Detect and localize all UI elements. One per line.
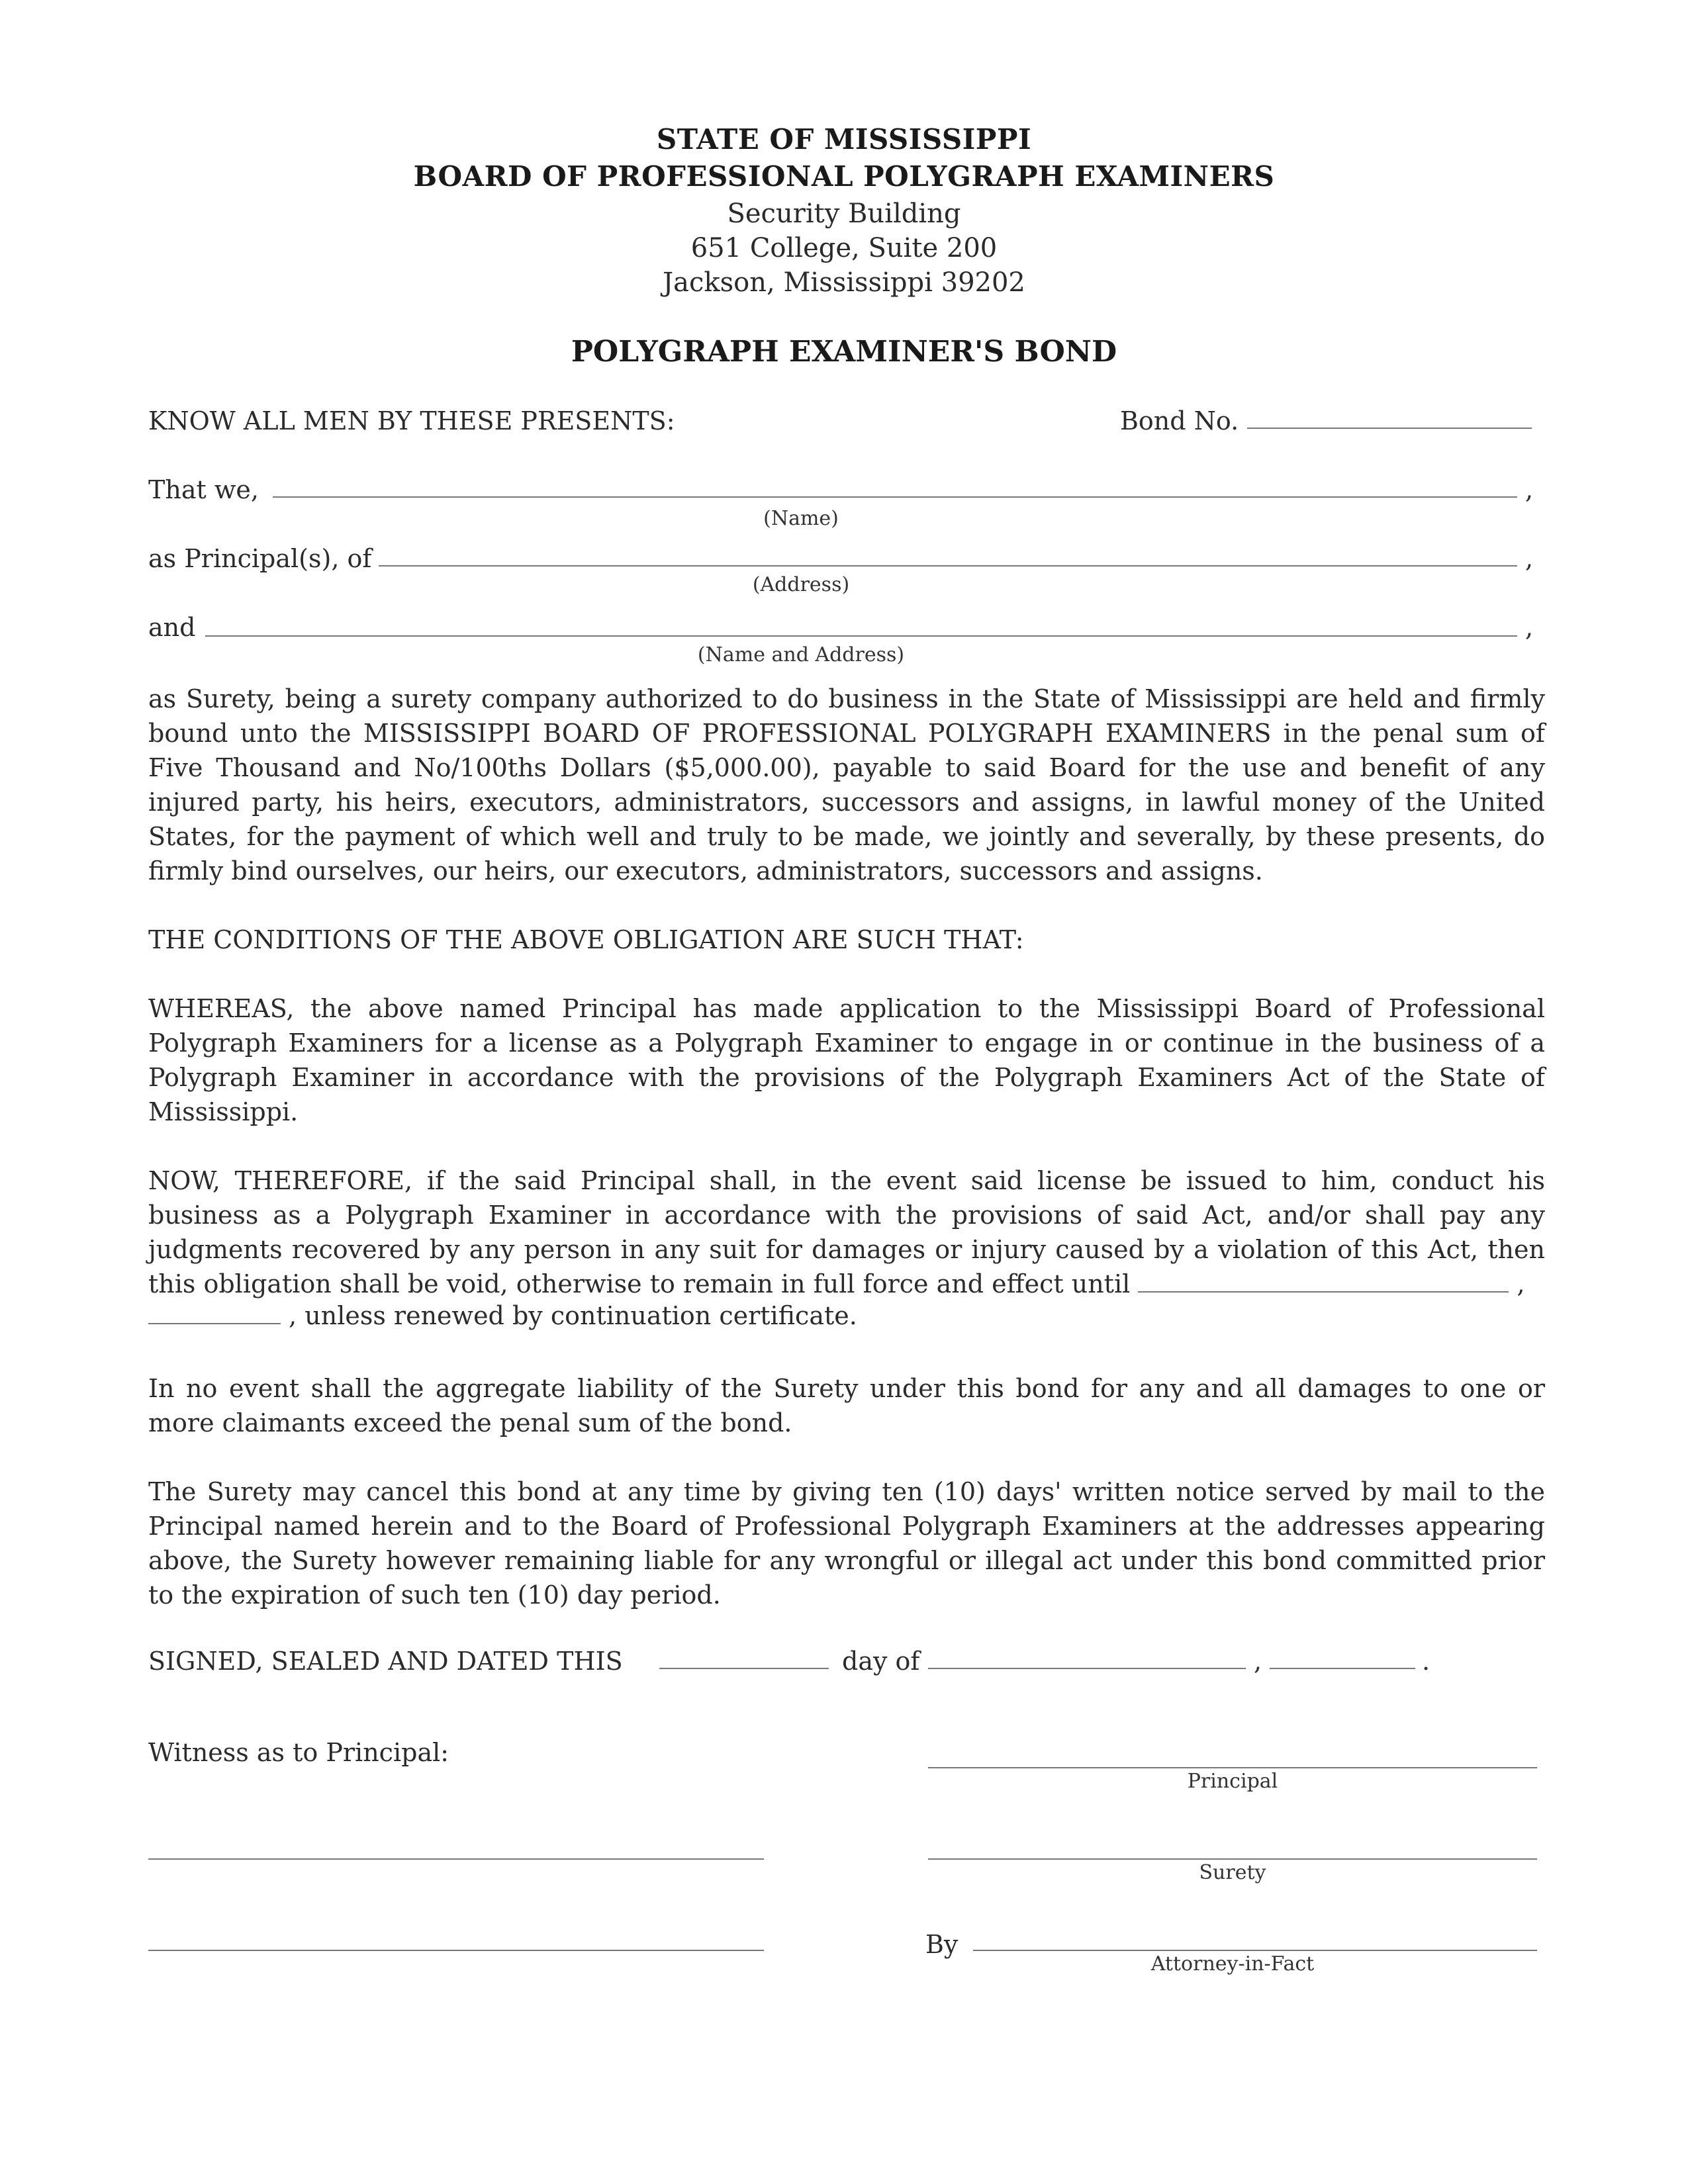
by-label: By [925,1930,959,1959]
address-line-1: Security Building [727,199,961,229]
attorney-caption: Attorney-in-Fact [1150,1952,1315,1976]
aggregate-liability-paragraph: In no event shall the aggregate liability of the Surety under this bond for any and all damages to one or more claimants exceed the penal sum of the bond. [148,1374,1545,1437]
conditions-heading: THE CONDITIONS OF THE ABOVE OBLIGATION ARE SUCH THAT: [148,925,1024,954]
cancellation-paragraph: The Surety may cancel this bond at any time by giving ten (10) days' written notice served by mail to the Principal named herein and to the Board of Professional Polygraph Examiners at the addresses appearing above, the Surety however remaining liable for any wrongful or illegal act under this bond committed prior to the expiration of such ten (10) day period. [148,1477,1545,1610]
comma: , [1525,475,1534,504]
address-line-2: 651 College, Suite 200 [690,233,998,263]
document-title: POLYGRAPH EXAMINER'S BOND [571,335,1117,369]
board-heading: BOARD OF PROFESSIONAL POLYGRAPH EXAMINERS [413,160,1275,193]
signed-month-field[interactable] [928,1668,1246,1669]
principal-address-field[interactable] [379,565,1517,567]
signed-year-field[interactable] [1270,1668,1415,1669]
state-heading: STATE OF MISSISSIPPI [656,123,1032,156]
effective-until-date-field[interactable] [1138,1291,1509,1293]
effective-until-year-field[interactable] [148,1323,281,1324]
that-we-label: That we, [148,475,259,504]
now-therefore-paragraph [148,1163,1545,1301]
witness-label: Witness as to Principal: [148,1738,449,1767]
now-therefore-text: NOW, THEREFORE, if the said Principal shall, in the event said license be issued to him, conduct his business as a Polygraph Examiner in accordance with the provisions of said Act, and/or shall pay any judgments recovered by any person in any suit for damages or injury caused by a violation of this Act, then this obligation shall be void, otherwise to remain in full force and effect until [148,1166,1545,1298]
whereas-paragraph: WHEREAS, the above named Principal has made application to the Mississippi Board of Professional Polygraph Examiners for a license as a Polygraph Examiner to engage in or continue in the business of a Polygraph Examiner in accordance with the provisions of the Polygraph Examiners Act of the State of Mississippi. [148,994,1545,1126]
now-therefore-end-line [148,1301,857,1330]
period: . [1422,1647,1430,1676]
name-address-caption: (Name and Address) [697,643,905,666]
name-caption: (Name) [763,507,839,530]
signed-sealed-label: SIGNED, SEALED AND DATED THIS [148,1647,623,1676]
bond-no-field[interactable] [1247,428,1532,429]
know-all-men-text: KNOW ALL MEN BY THESE PRESENTS: [148,406,675,435]
principal-signature-line[interactable] [928,1767,1537,1768]
signed-day-field[interactable] [659,1668,829,1669]
surety-caption: Surety [1199,1861,1266,1884]
surety-paragraph: as Surety, being a surety company authorized to do business in the State of Mississippi are held and firmly bound unto the MISSISSIPPI BOARD OF PROFESSIONAL POLYGRAPH EXAMINERS in the penal sum of Five Thousand and No/100ths Dollars ($5,000.00), payable to said Board for the use and benefit of any injured party, his heirs, executors, administrators, successors and assigns, in lawful money of the United States, for the payment of which well and truly to be made, we jointly and severally, by these presents, do firmly bind ourselves, our heirs, our executors, administrators, successors and assigns. [148,684,1545,886]
witness-signature-line-1[interactable] [148,1858,764,1860]
witness-signature-line-2[interactable] [148,1950,764,1951]
comma: , [1517,1269,1525,1298]
principal-of-label: as Principal(s), of [148,544,372,573]
principal-caption: Principal [1187,1770,1278,1793]
surety-name-address-field[interactable] [205,635,1517,637]
and-label: and [148,613,196,642]
address-line-3: Jackson, Mississippi 39202 [663,267,1025,298]
principal-name-field[interactable] [273,496,1517,498]
surety-signature-line[interactable] [928,1858,1537,1860]
now-therefore-end-text: , unless renewed by continuation certificate. [289,1301,857,1330]
comma: , [1525,613,1534,642]
comma: , [1254,1647,1262,1676]
attorney-signature-line[interactable] [973,1950,1537,1951]
day-of-label: day of [842,1647,920,1676]
comma: , [1525,544,1534,573]
address-caption: (Address) [752,573,850,596]
bond-no-label: Bond No. [1120,406,1239,435]
